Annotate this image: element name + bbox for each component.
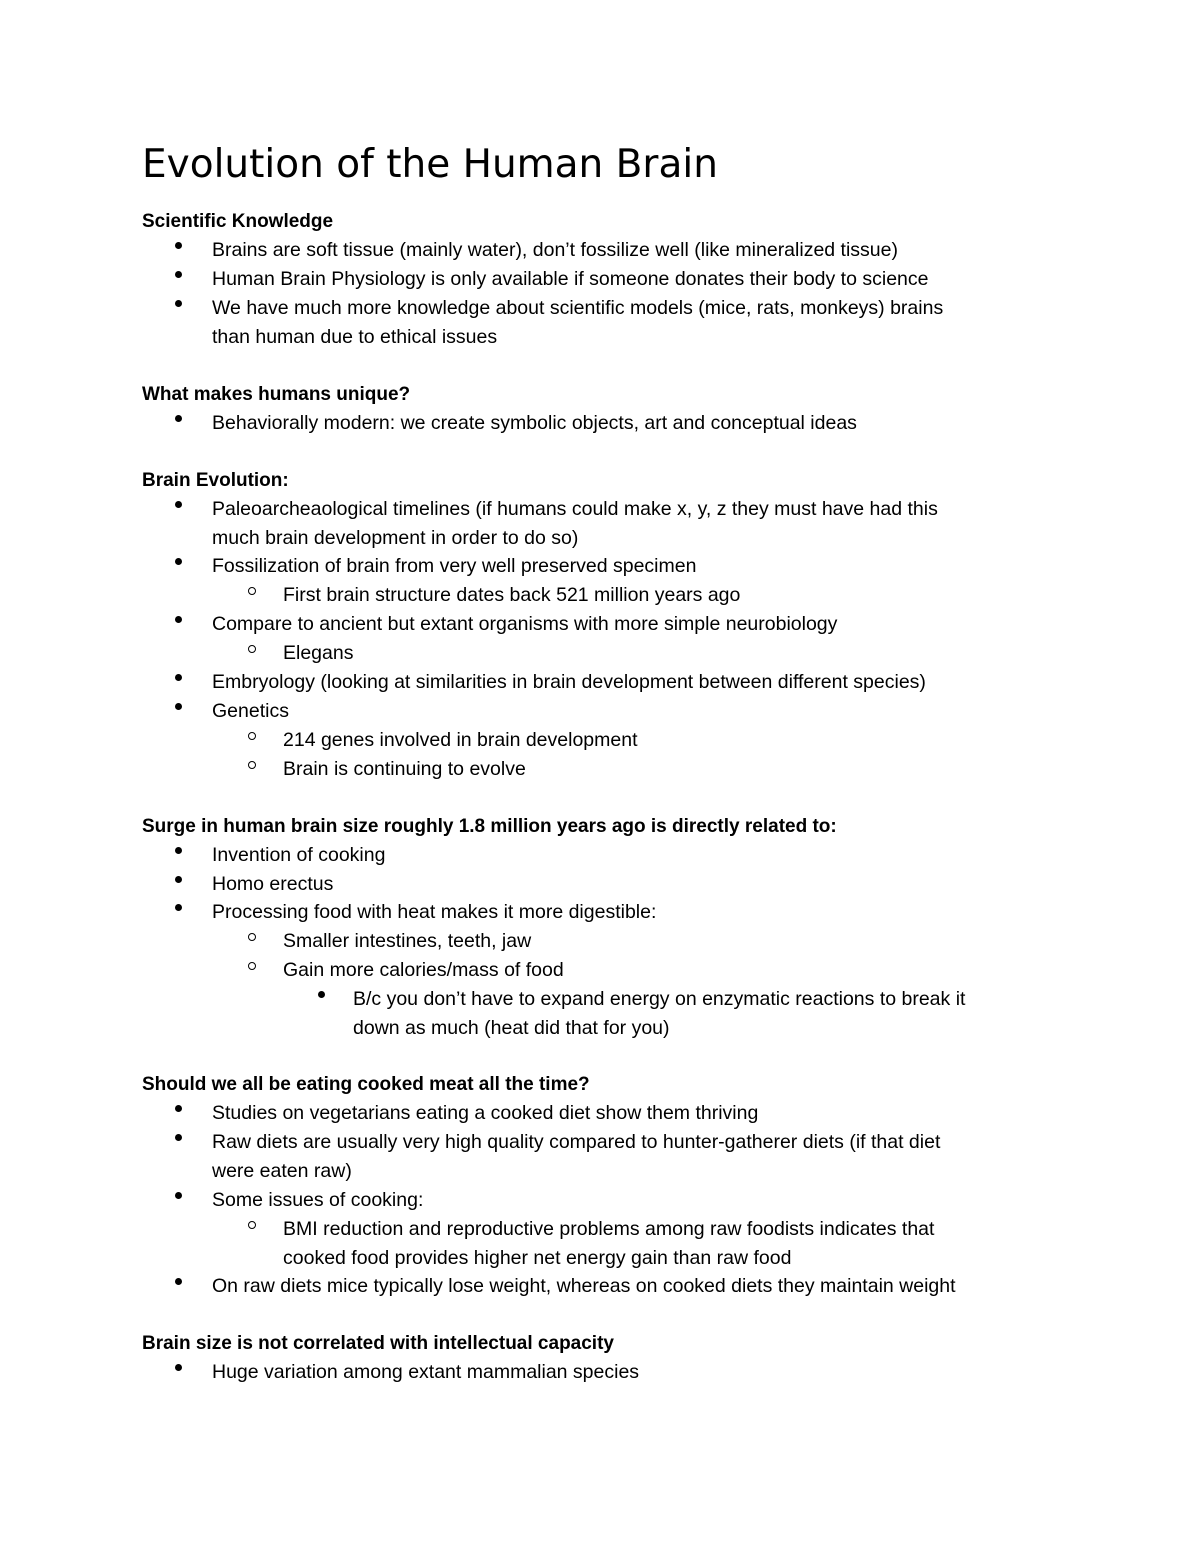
bullet-icon: [175, 1278, 182, 1285]
bullet-icon: [175, 501, 182, 508]
list-item: Genetics: [212, 700, 289, 722]
list-item: We have much more knowledge about scientific models (mice, rats, monkeys) brains: [212, 297, 944, 319]
bullet-icon: [175, 876, 182, 883]
circle-bullet-icon: [248, 933, 256, 941]
list-item: Some issues of cooking:: [212, 1189, 424, 1211]
list-item: Compare to ancient but extant organisms with more simple neurobiology: [212, 613, 838, 635]
list-item: Embryology (looking at similarities in brain development between different species): [212, 671, 926, 693]
circle-bullet-icon: [248, 962, 256, 970]
bullet-icon: [175, 1105, 182, 1112]
bullet-icon: [175, 1364, 182, 1371]
bullet-icon: [175, 904, 182, 911]
list-item: Homo erectus: [212, 873, 334, 895]
bullet-icon: [175, 847, 182, 854]
sub-sub-list-item: B/c you don’t have to expand energy on enzymatic reactions to break it: [353, 988, 966, 1010]
list-item: Raw diets are usually very high quality compared to hunter-gatherer diets (if that diet: [212, 1131, 941, 1153]
circle-bullet-icon: [248, 732, 256, 740]
list-item-continuation: cooked food provides higher net energy gain than raw food: [283, 1247, 792, 1269]
sub-list-item: Elegans: [283, 642, 354, 664]
list-item-continuation: were eaten raw): [212, 1160, 352, 1182]
sub-list-item: 214 genes involved in brain development: [283, 729, 638, 751]
bullet-icon: [318, 991, 325, 998]
list-item-continuation: down as much (heat did that for you): [353, 1017, 670, 1039]
sub-list-item: Gain more calories/mass of food: [283, 959, 564, 981]
list-item: Human Brain Physiology is only available if someone donates their body to science: [212, 268, 929, 290]
list-item: Huge variation among extant mammalian species: [212, 1361, 640, 1383]
bullet-icon: [175, 1192, 182, 1199]
circle-bullet-icon: [248, 587, 256, 595]
section-heading-surge-in-brain-size: Surge in human brain size roughly 1.8 million years ago is directly related to:: [142, 816, 837, 837]
list-item: Brains are soft tissue (mainly water), don’t fossilize well (like mineralized tissue): [212, 239, 898, 261]
bullet-icon: [175, 703, 182, 710]
list-item: Processing food with heat makes it more digestible:: [212, 901, 657, 923]
list-item-continuation: than human due to ethical issues: [212, 326, 498, 348]
bullet-icon: [175, 415, 182, 422]
list-item: Behaviorally modern: we create symbolic objects, art and conceptual ideas: [212, 412, 857, 434]
circle-bullet-icon: [248, 645, 256, 653]
bullet-icon: [175, 271, 182, 278]
bullet-icon: [175, 616, 182, 623]
sub-list-item: First brain structure dates back 521 million years ago: [283, 584, 741, 606]
circle-bullet-icon: [248, 761, 256, 769]
list-item: On raw diets mice typically lose weight, whereas on cooked diets they maintain weight: [212, 1275, 956, 1297]
section-heading-brain-size-not-correlated: Brain size is not correlated with intellectual capacity: [142, 1333, 614, 1354]
bullet-icon: [175, 558, 182, 565]
bullet-icon: [175, 674, 182, 681]
section-heading-what-makes-humans-unique: What makes humans unique?: [142, 384, 411, 405]
list-item: Invention of cooking: [212, 844, 386, 866]
list-item: Paleoarcheaological timelines (if humans could make x, y, z they must have had this: [212, 498, 938, 520]
circle-bullet-icon: [248, 1221, 256, 1229]
section-heading-scientific-knowledge: Scientific Knowledge: [142, 211, 334, 232]
bullet-icon: [175, 300, 182, 307]
section-heading-cooked-meat: Should we all be eating cooked meat all the time?: [142, 1074, 590, 1095]
bullet-icon: [175, 242, 182, 249]
document-title: Evolution of the Human Brain: [142, 142, 718, 187]
sub-list-item: Brain is continuing to evolve: [283, 758, 526, 780]
list-item: Fossilization of brain from very well preserved specimen: [212, 555, 697, 577]
section-heading-brain-evolution: Brain Evolution:: [142, 470, 289, 491]
bullet-icon: [175, 1134, 182, 1141]
sub-list-item: BMI reduction and reproductive problems among raw foodists indicates that: [283, 1218, 935, 1240]
sub-list-item: Smaller intestines, teeth, jaw: [283, 930, 532, 952]
list-item: Studies on vegetarians eating a cooked diet show them thriving: [212, 1102, 759, 1124]
list-item-continuation: much brain development in order to do so): [212, 527, 579, 549]
